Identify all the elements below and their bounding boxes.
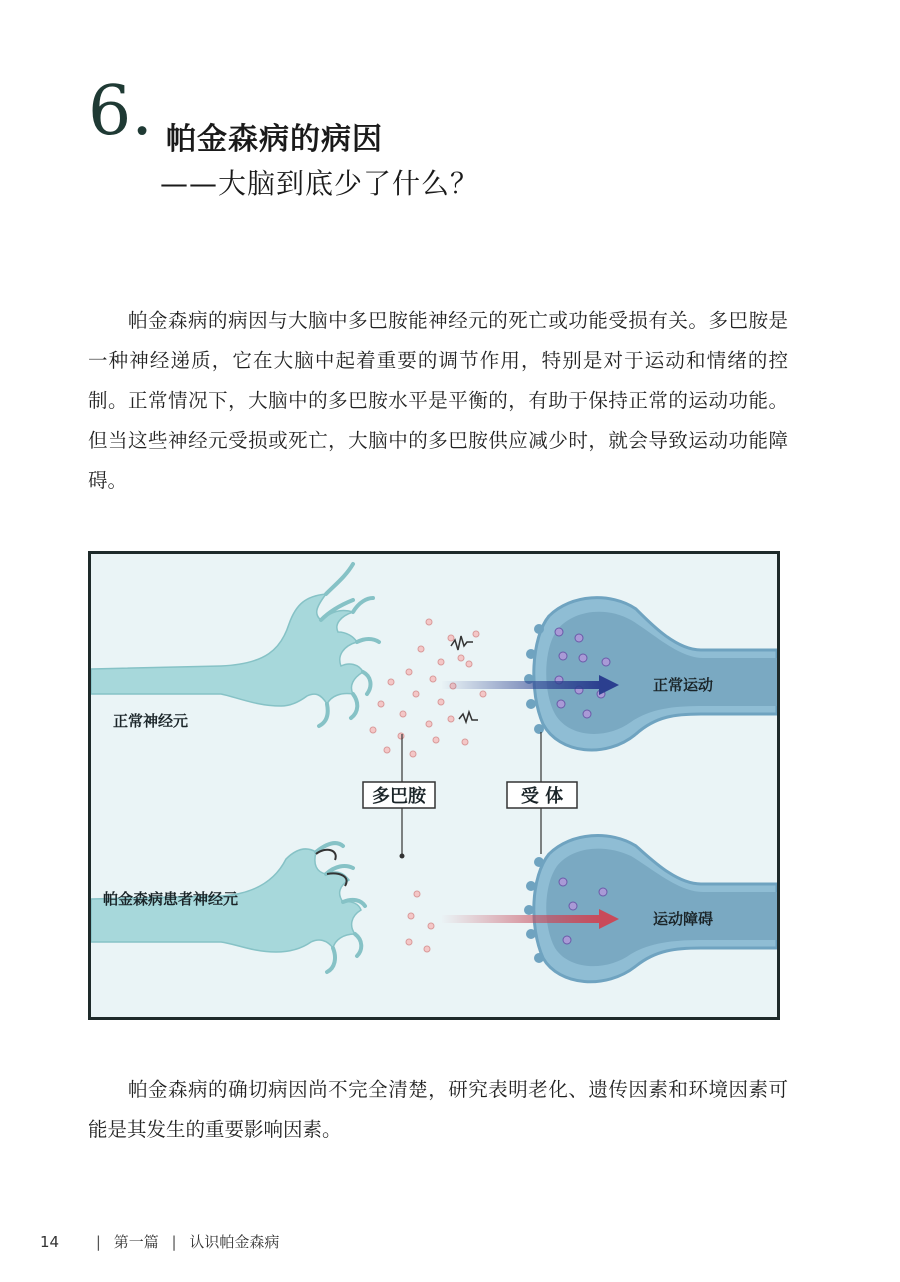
normal-neuron	[91, 564, 379, 726]
footer-divider: |	[171, 1233, 177, 1251]
chapter-title: 帕金森病的病因	[166, 122, 383, 157]
receptor-label: 受 体	[520, 786, 564, 807]
normal-neuron-label: 正常神经元	[113, 712, 189, 730]
motion-disorder-label: 运动障碍	[653, 910, 714, 928]
chapter-number: 6.	[88, 72, 153, 151]
normal-motion-label: 正常运动	[653, 676, 714, 694]
cause-paragraph: 帕金森病的确切病因尚不完全清楚，研究表明老化、遗传因素和环境因素可能是其发生的重要影响因素。	[88, 1078, 788, 1141]
patient-neuron-label: 帕金森病患者神经元	[103, 890, 239, 908]
footer-divider: |	[95, 1233, 101, 1251]
page-number: 14	[40, 1233, 60, 1251]
footer-part: 第一篇	[113, 1233, 159, 1251]
synapse-illustration	[88, 551, 780, 1020]
normal-receptor-cell	[534, 598, 777, 750]
dopamine-label: 多巴胺	[372, 786, 426, 807]
chapter-subtitle: ——大脑到底少了什么？	[160, 167, 480, 200]
footer-section: 认识帕金森病	[189, 1233, 280, 1251]
synapse-diagram	[91, 554, 777, 1017]
page-footer	[40, 1231, 279, 1252]
intro-paragraph: 帕金森病的病因与大脑中多巴胺能神经元的死亡或功能受损有关。多巴胺是一种神经递质，它在大脑中起着重要的调节作用，特别是对于运动和情绪的控制。正常情况下，大脑中的多巴胺水平是平衡的，有助于保持正常的运动功能。但当这些神经元受损或死亡，大脑中的多巴胺供应减少时，就会导致运动功能障碍。	[88, 309, 788, 492]
